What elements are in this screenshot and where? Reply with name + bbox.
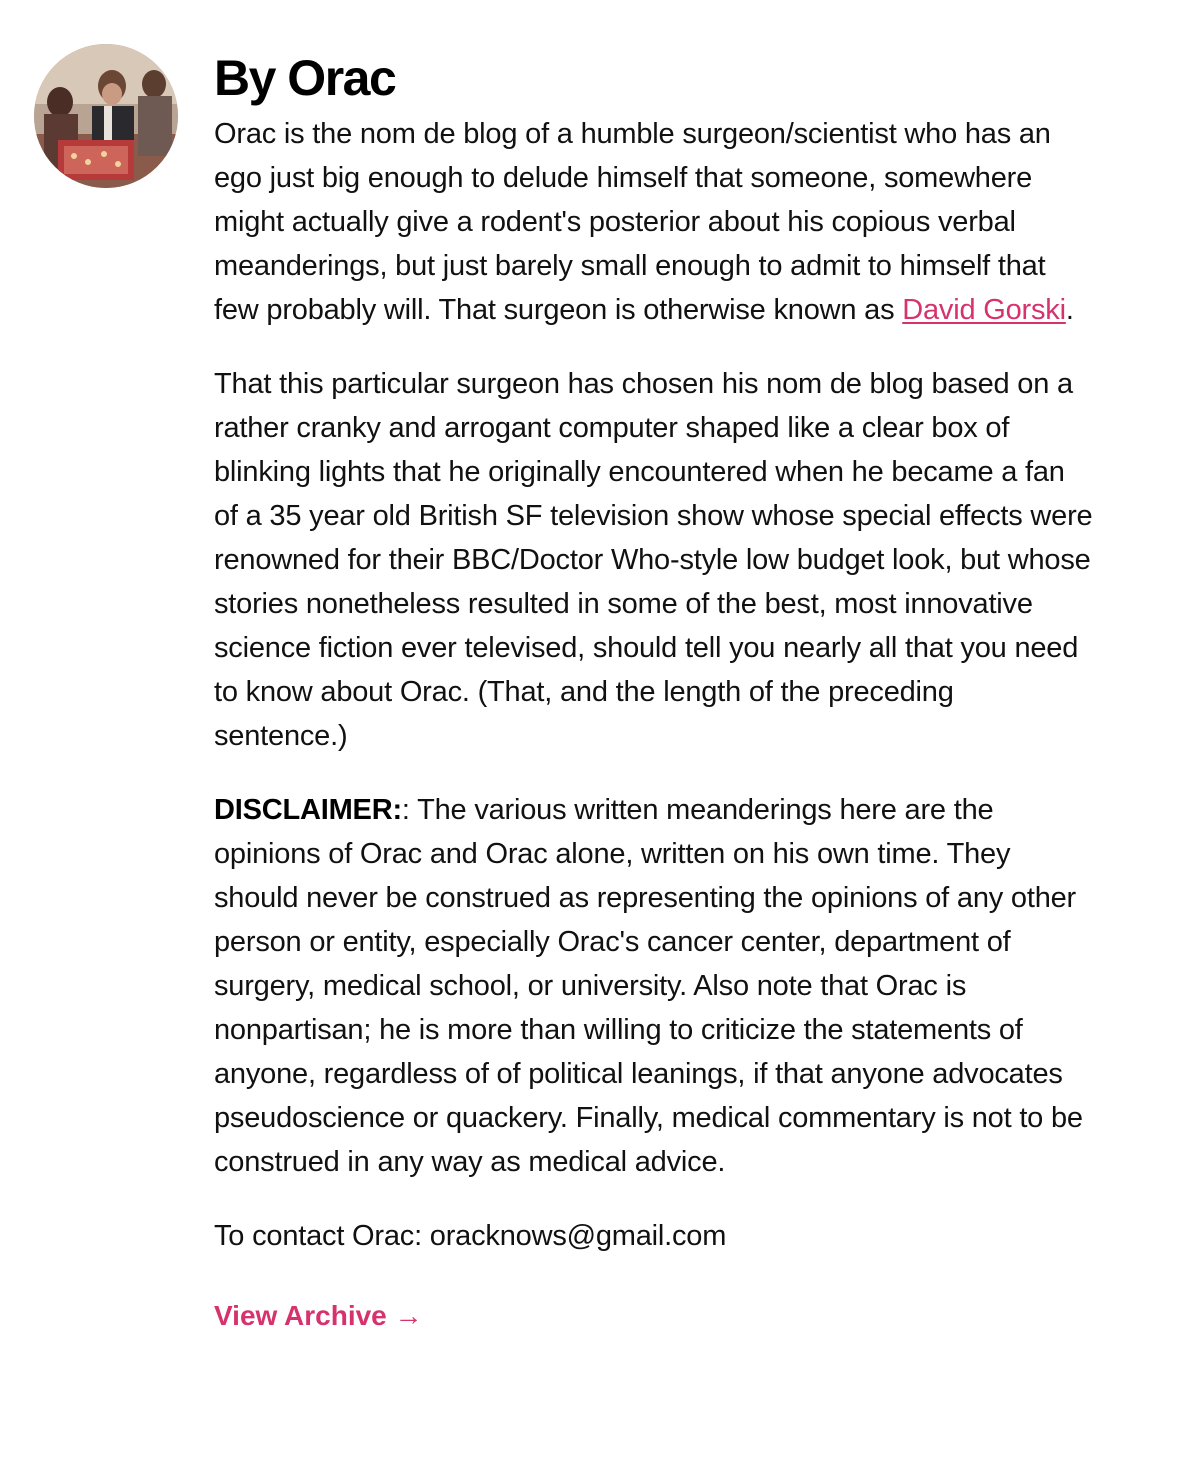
bio-paragraph-1	[214, 112, 1094, 332]
avatar-image	[34, 44, 178, 188]
bio-text-1b: .	[1065, 294, 1074, 326]
bio-contact: To contact Orac: oracknows@gmail.com	[214, 1220, 727, 1252]
author-title: By Orac	[214, 50, 396, 106]
disclaimer-text: : The various written meanderings here are the opinions of Orac and Orac alone, written on his own time. They should never be construed as representing the opinions of any other person or entity, especially Orac's cancer center, department of surgery, medical school, or university. Also note that Orac is nonpartisan; he is more than willing to criticize the statements of anyone, regardless of of political leanings, if that anyone advocates pseudoscience or quackery. Finally, medical commentary is not to be construed in any way as medical advice.	[214, 794, 1083, 1178]
view-archive-link[interactable]: View Archive →	[214, 1300, 423, 1331]
bio-paragraph-2: That this particular surgeon has chosen his nom de blog based on a rather cranky and arrogant computer shaped like a clear box of blinking lights that he originally encountered when he became a fan of a 35 year old British SF television show whose special effects were renowned for their BBC/Doctor Who-style low budget look, but whose stories nonetheless resulted in some of the best, most innovative science fiction ever televised, should tell you nearly all that you need to know about Orac. (That, and the length of the preceding sentence.)	[214, 368, 1093, 752]
bio-text-1a: Orac is the nom de blog of a humble surgeon/scientist who has an ego just big enough to delude himself that someone, somewhere might actually give a rodent's posterior about his copious verbal meanderings, but just barely small enough to admit to himself that few probably will. That surgeon is otherwise known as	[214, 118, 1051, 326]
david-gorski-link[interactable]: David Gorski	[902, 294, 1066, 326]
bio-disclaimer	[214, 788, 1094, 1184]
author-avatar	[34, 44, 178, 188]
disclaimer-label: DISCLAIMER:	[214, 794, 402, 826]
author-bio	[214, 112, 1094, 1258]
author-content	[214, 40, 1094, 1336]
